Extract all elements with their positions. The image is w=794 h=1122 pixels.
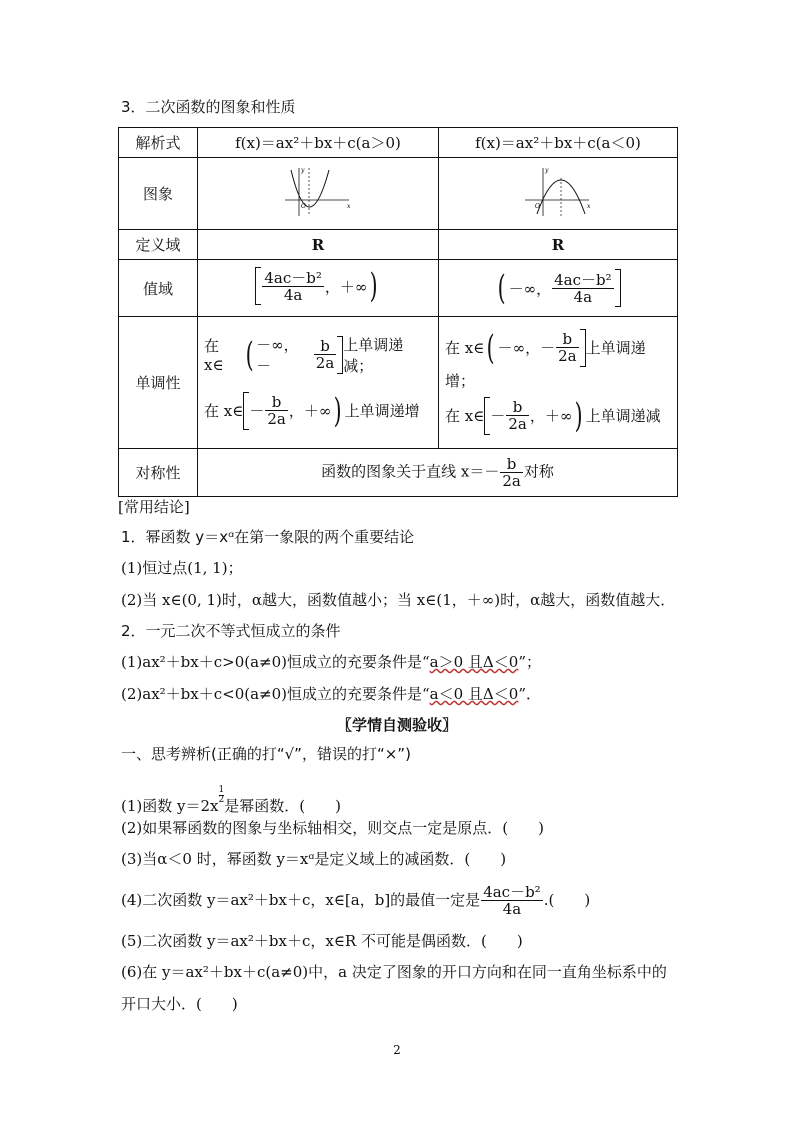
header-domain: 定义域 — [119, 230, 198, 260]
table-row — [119, 158, 678, 230]
table-row — [119, 230, 678, 260]
mono2-a-post: 上单调递 — [585, 339, 646, 357]
header-expr: 解析式 — [119, 128, 198, 158]
range2-numerator: 4ac－b² — [554, 270, 612, 289]
cell-sym — [198, 449, 678, 497]
bracket-left — [255, 267, 261, 305]
mono2-a-pre: 在 x∈ — [445, 339, 485, 357]
origin-label: O — [301, 202, 306, 210]
mono1-b-int: ，＋∞ — [288, 402, 332, 420]
mono1-a-pre: 在 x∈ — [204, 337, 224, 374]
mono2-b-pre: 在 x∈ — [445, 407, 485, 425]
q4-pre: (4)二次函数 y＝ax²＋bx＋c，x∈[a，b]的最值一定是 — [121, 891, 481, 909]
frac-den: 2a — [267, 410, 286, 428]
bracket-right — [615, 269, 621, 307]
conclusion-1-title: 1．幂函数 y＝xᵅ在第一象限的两个重要结论 — [121, 528, 415, 546]
cell-range-1 — [198, 260, 439, 317]
cell-range-2 — [439, 260, 678, 317]
paren-left: ( — [498, 268, 506, 308]
question-1 — [121, 786, 341, 816]
axis-y-label: y — [301, 166, 305, 174]
sym-post: 对称 — [523, 462, 554, 481]
paren-left: ( — [245, 334, 254, 375]
paren-left: ( — [486, 327, 495, 368]
frac-num: b — [265, 394, 288, 411]
table-row — [119, 317, 678, 449]
quadratic-properties-table — [118, 127, 678, 497]
cell-domain-2: R — [439, 230, 678, 260]
table-row — [119, 128, 678, 158]
c2-1-pre: (1)ax²＋bx＋c>0(a≠0)恒成立的充要条件是“ — [121, 653, 430, 671]
selftest-part1: 一、思考辨析(正确的打“√”，错误的打“×”) — [121, 745, 411, 763]
mono2-a-int: －∞，－ — [497, 339, 556, 357]
conclusion-1-item-1: (1)恒过点(1, 1)； — [121, 559, 243, 577]
paren-right: ) — [575, 395, 583, 436]
mono2-b-int: ，＋∞ — [529, 407, 573, 425]
downward-parabola-graph — [523, 164, 593, 220]
range2-head: －∞， — [508, 279, 552, 298]
cell-domain-1: R — [198, 230, 439, 260]
c2-1-post: ”； — [518, 653, 541, 671]
frac-num: b — [556, 331, 579, 348]
c2-1-cond: a＞0 且Δ＜0 — [429, 653, 519, 671]
frac-num: b — [314, 338, 337, 355]
question-3: (3)当α＜0 时，幂函数 y＝xᵅ是定义域上的减函数．( ) — [121, 850, 507, 868]
frac-num: b — [500, 456, 523, 473]
question-2: (2)如果幂函数的图象与坐标轴相交，则交点一定是原点．( ) — [121, 819, 544, 837]
q4-post: .( ) — [543, 891, 591, 909]
q1-pre: (1)函数 y＝2x — [121, 797, 219, 815]
q4-numerator: 4ac－b² — [483, 882, 541, 901]
range1-denominator: 4a — [283, 285, 303, 304]
origin-label: O — [535, 202, 540, 210]
section-title: 3．二次函数的图象和性质 — [121, 98, 296, 116]
selftest-title: 〖学情自测验收〗 — [336, 716, 457, 734]
range2-denominator: 4a — [573, 287, 593, 306]
axis-x-label: x — [587, 202, 591, 210]
upward-parabola-graph — [283, 164, 353, 220]
question-6-line-2: 开口大小．( ) — [121, 995, 238, 1013]
table-row — [119, 260, 678, 317]
q1-exp-num: 1 — [218, 785, 225, 795]
header-graph: 图象 — [119, 158, 198, 230]
frac-num: b — [506, 399, 529, 416]
mono1-b-post: 上单调递增 — [344, 402, 420, 420]
range1-tail: ，＋∞ — [324, 277, 368, 296]
range1-numerator: 4ac－b² — [264, 268, 322, 287]
paren-right: ) — [334, 390, 342, 431]
frac-den: 2a — [508, 415, 527, 433]
minus-sign: － — [490, 407, 506, 425]
question-6-line-1: (6)在 y＝ax²＋bx＋c(a≠0)中，a 决定了图象的开口方向和在同一直角坐标系中的 — [121, 963, 667, 981]
mono2-b-post: 上单调递减 — [585, 407, 661, 425]
conclusion-2-title: 2．一元二次不等式恒成立的条件 — [121, 622, 341, 640]
conclusion-1-item-2: (2)当 x∈(0, 1)时，α越大，函数值越小；当 x∈(1，＋∞)时，α越大，函数值越大． — [121, 591, 676, 609]
table-row — [119, 449, 678, 497]
q1-exp-den: 2 — [218, 795, 225, 805]
mono1-a-int: －∞，－ — [256, 335, 299, 375]
header-range: 值域 — [119, 260, 198, 317]
conclusion-2-item-1 — [121, 652, 541, 672]
mono1-b-pre: 在 x∈ — [204, 402, 244, 420]
mono2-a-cont: 增； — [445, 371, 476, 390]
conclusion-2-item-2 — [121, 684, 541, 704]
mono1-a-post: 上单调递减； — [343, 335, 404, 375]
page-number: 2 — [393, 1043, 401, 1057]
sym-pre: 函数的图象关于直线 x＝－ — [321, 462, 500, 481]
cell-graph-1 — [198, 158, 439, 230]
minus-sign: － — [249, 402, 265, 420]
question-5: (5)二次函数 y＝ax²＋bx＋c，x∈R 不可能是偶函数．( ) — [121, 932, 523, 950]
frac-den: 2a — [558, 347, 577, 365]
axis-y-label: y — [545, 166, 549, 174]
header-sym: 对称性 — [119, 449, 198, 497]
cell-mono-2 — [439, 317, 678, 449]
axis-x-label: x — [347, 202, 351, 210]
frac-den: 2a — [502, 472, 521, 490]
cell-expr-2: f(x)＝ax²＋bx＋c(a＜0) — [439, 128, 678, 158]
q1-post: 是幂函数．( ) — [224, 797, 341, 815]
cell-expr-1: f(x)＝ax²＋bx＋c(a＞0) — [198, 128, 439, 158]
header-mono: 单调性 — [119, 317, 198, 449]
c2-2-cond: a＜0 且Δ＜0 — [429, 685, 519, 703]
c2-2-pre: (2)ax²＋bx＋c<0(a≠0)恒成立的充要条件是“ — [121, 685, 430, 703]
question-4 — [121, 880, 590, 920]
c2-2-post: ”． — [518, 685, 541, 703]
cell-graph-2 — [439, 158, 678, 230]
conclusions-title: [常用结论] — [118, 498, 190, 516]
q4-denominator: 4a — [502, 899, 522, 918]
paren-right: ) — [370, 266, 378, 306]
frac-den: 2a — [315, 354, 335, 372]
cell-mono-1 — [198, 317, 439, 449]
